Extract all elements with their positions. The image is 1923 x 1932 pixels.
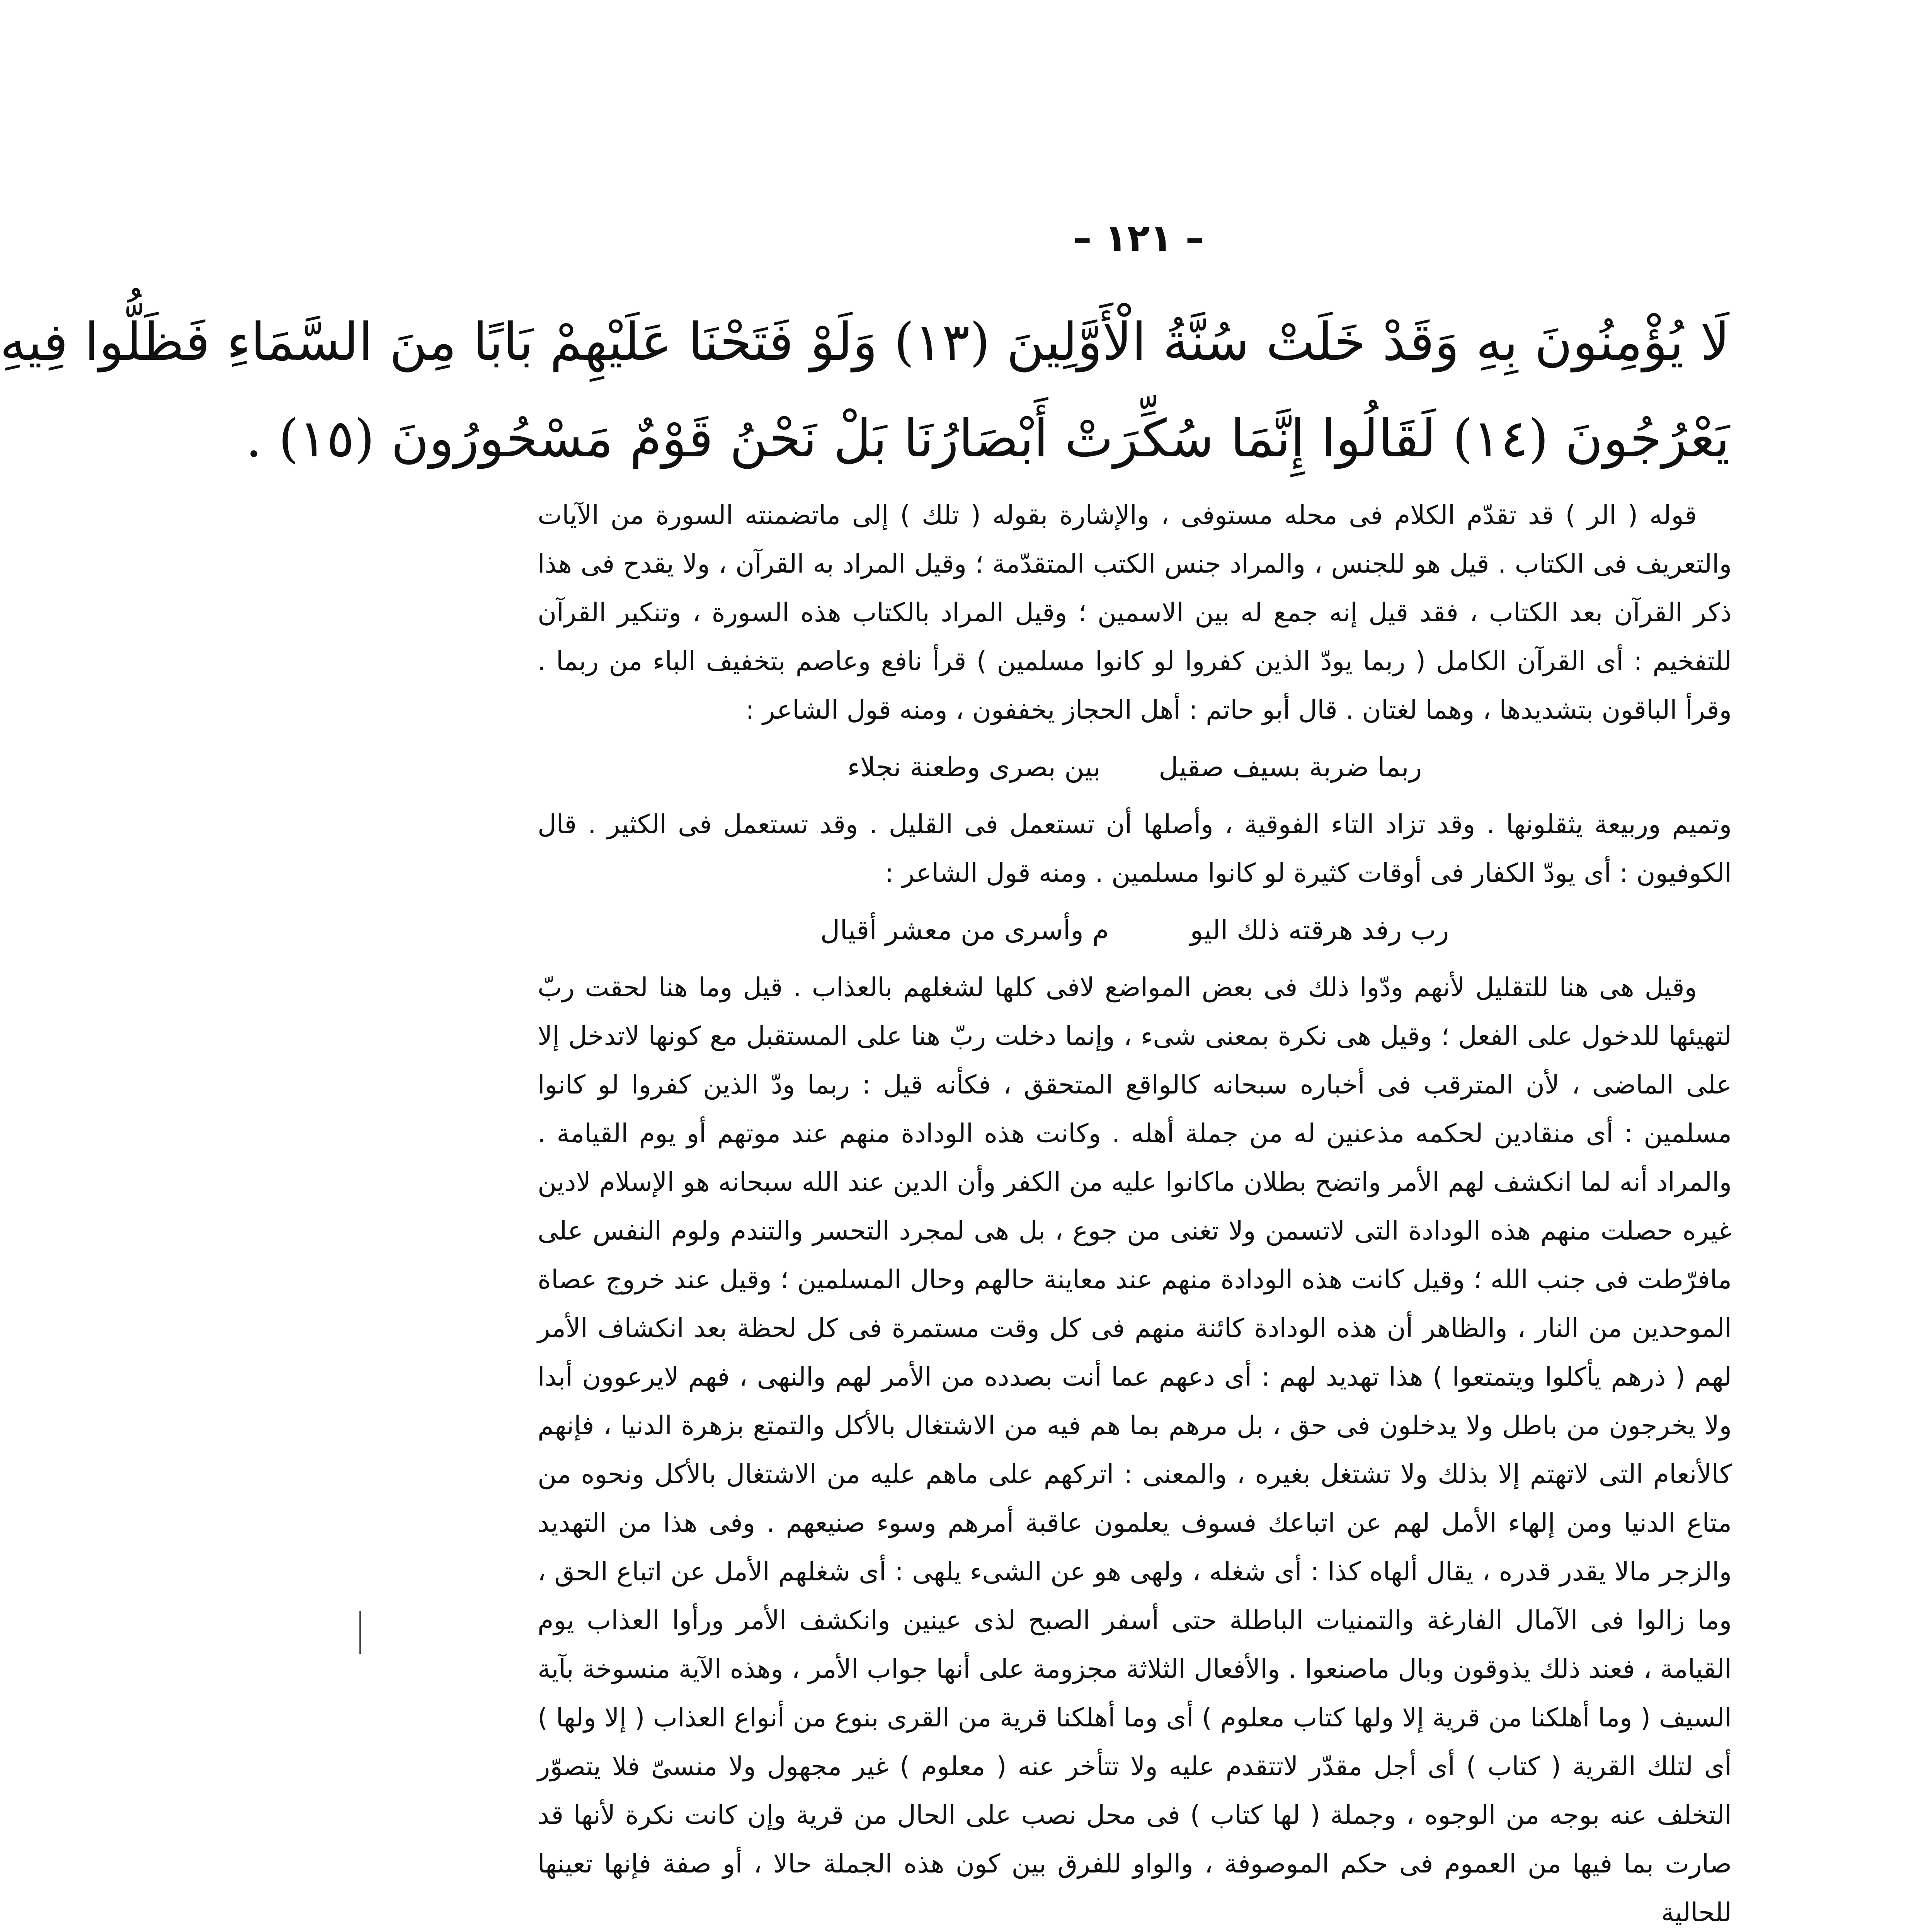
page-number: – ١٢١ – <box>1073 216 1204 260</box>
verse-line: لَا يُؤْمِنُونَ بِهِ وَقَدْ خَلَتْ سُنَّةُ الْأَوَّلِينَ (١٣) وَلَوْ فَتَحْنَا عَلَيْهِمْ بَابًا مِنَ السَّمَاءِ فَظَلُّوا فِيهِ <box>0 312 1730 372</box>
commentary-paragraph: وتميم وربيعة يثقلونها . وقد تزاد التاء الفوقية ، وأصلها أن تستعمل فى القليل . وقد تستعمل فى الكثير . قال الكوفيون : أى يودّ الكفار فى أوقات كثيرة لو كانوا مسلمين . ومنه قول الشاعر : <box>538 809 1732 888</box>
commentary-paragraph: وقيل هى هنا للتقليل لأنهم ودّوا ذلك فى بعض المواضع لافى كلها لشغلهم بالعذاب . قيل وما هنا لحقت ربّ لتهيئها للدخول على الفعل ؛ وقيل هى نكرة بمعنى شىء ، وإنما دخلت ربّ هنا على المستقبل مع كونها لاتدخل إلا على الماضى ، لأن المترقب فى أخباره سبحانه كالواقع المتحقق ، فكأنه قيل : ربما ودّ الذين كفروا لو كانوا مسلمين : أى منقادين لحكمه مذعنين له من جملة أهله . وكانت هذه الودادة منهم عند موتهم أو يوم القيامة . والمراد أنه لما انكشف لهم الأمر واتضح بطلان ماكانوا عليه من الكفر وأن الدين عند الله سبحانه هو الإسلام لادين غيره حصلت منهم هذه الودادة التى لاتسمن ولا تغنى من جوع ، بل هى لمجرد التحسر والتندم ولوم النفس على مافرّطت فى جنب الله ؛ وقيل كانت هذه الودادة منهم عند معاينة حالهم وحال المسلمين ؛ وقيل عند خروج عصاة الموحدين من النار ، والظاهر أن هذه الودادة كائنة منهم فى كل وقت مستمرة فى كل لحظة بعد انكشاف الأمر لهم ( ذرهم يأكلوا ويتمتعوا ) هذا تهديد لهم : أى دعهم عما أنت بصدده من الأمر لهم والنهى ، فهم لايرعوون أبدا ولا يخرجون من باطل ولا يدخلون فى حق ، بل مرهم بما هم فيه من الاشتغال بالأكل والتمتع بزهرة الدنيا ، فإنهم كالأنعام التى لاتهتم إلا بذلك ولا تشتغل بغيره ، والمعنى : اتركهم على ماهم عليه من الاشتغال بالأكل ونحوه من متاع الدنيا ومن إلهاء الأمل لهم عن اتباعك فسوف يعلمون عاقبة أمرهم وسوء صنيعهم . وفى هذا من التهديد والزجر مالا يقدر قدره ، يقال ألهاه كذا : أى شغله ، ولهى هو عن الشىء يلهى : أى شغلهم الأمل عن اتباع الحق ، وما زالوا فى الآمال الفارغة والتمنيات الباطلة حتى أسفر الصبح لذى عينين وانكشف الأمر ورأوا العذاب يوم القيامة ، فعند ذلك يذوقون وبال ماصنعوا . والأفعال الثلاثة مجزومة على أنها جواب الأمر ، وهذه الآية منسوخة بآية السيف ( وما أهلكنا من قرية إلا ولها كتاب معلوم ) أى وما أهلكنا قرية من القرى بنوع من أنواع العذاب ( إلا ولها ) أى لتلك القرية ( كتاب ) أى أجل مقدّر لاتتقدم عليه ولا تتأخر عنه ( معلوم ) غير مجهول ولا منسىّ فلا يتصوّر التخلف عنه بوجه من الوجوه ، وجملة ( لها كتاب ) فى محل نصب على الحال من قرية وإن كانت نكرة لأنها قد صارت بما فيها من العموم فى حكم الموصوفة ، والواو للفرق بين كون هذه الجملة حالا ، أو صفة فإنها تعينها للحالية <box>538 972 1732 1927</box>
quran-verses-block <box>0 294 1730 487</box>
verse-line: يَعْرُجُونَ (١٤) لَقَالُوا إِنَّمَا سُكِّرَتْ أَبْصَارُنَا بَلْ نَحْنُ قَوْمٌ مَسْحُورُونَ (١٥) . <box>245 408 1730 469</box>
poem-hemistich-first: ربما ضربة بسيف صقيل <box>1159 751 1422 783</box>
poem-verse <box>538 743 1732 791</box>
poem-hemistich-second: م وأسرى من معشر أقيال <box>820 914 1109 946</box>
commentary-paragraph: قوله ( الر ) قد تقدّم الكلام فى محله مستوفى ، والإشارة بقوله ( تلك ) إلى ماتضمنته السورة من الآيات والتعريف فى الكتاب . قيل هو للجنس ، والمراد جنس الكتب المتقدّمة ؛ وقيل المراد به القرآن ، ولا يقدح فى هذا ذكر القرآن بعد الكتاب ، فقد قيل إنه جمع له بين الاسمين ؛ وقيل المراد بالكتاب هذه السورة ، وتنكير القرآن للتفخيم : أى القرآن الكامل ( ربما يودّ الذين كفروا لو كانوا مسلمين ) قرأ نافع وعاصم بتخفيف الباء من ربما . وقرأ الباقون بتشديدها ، وهما لغتان . قال أبو حاتم : أهل الحجاز يخففون ، ومنه قول الشاعر : <box>538 500 1732 725</box>
commentary-text <box>538 491 1732 1932</box>
poem-verse <box>538 906 1732 954</box>
scan-edge-mark <box>359 1611 361 1654</box>
poem-hemistich-first: رب رفد هرقته ذلك اليو <box>1190 914 1449 946</box>
poem-hemistich-second: بين بصرى وطعنة نجلاء <box>847 751 1101 783</box>
